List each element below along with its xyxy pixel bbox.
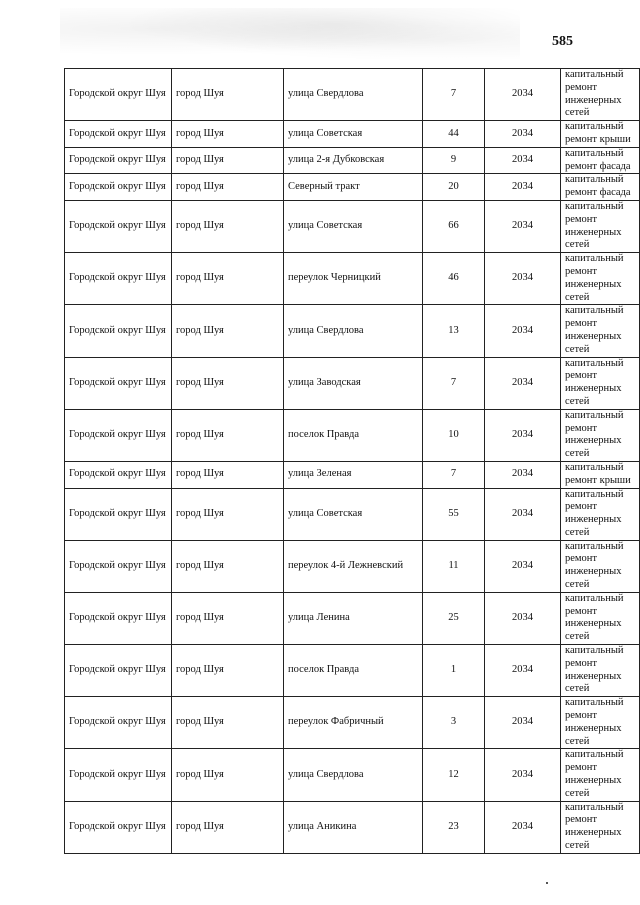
table-body [65,69,640,854]
work-type-cell: капитальный ремонт инженерных сетей [561,645,640,697]
year-cell: 2034 [485,540,561,592]
table-row [65,357,640,409]
house-number-cell: 46 [423,253,485,305]
table-row [65,540,640,592]
house-number-cell: 11 [423,540,485,592]
city-cell: город Шуя [172,488,284,540]
street-cell: улица Аникина [284,801,423,853]
municipality-cell: Городской округ Шуя [65,645,172,697]
table-row [65,645,640,697]
municipality-cell: Городской округ Шуя [65,697,172,749]
city-cell: город Шуя [172,200,284,252]
work-type-cell: капитальный ремонт фасада [561,174,640,201]
house-number-cell: 7 [423,357,485,409]
work-type-cell: капитальный ремонт инженерных сетей [561,540,640,592]
city-cell: город Шуя [172,305,284,357]
year-cell: 2034 [485,801,561,853]
table-row [65,253,640,305]
street-cell: улица Зеленая [284,461,423,488]
city-cell: город Шуя [172,645,284,697]
house-number-cell: 12 [423,749,485,801]
house-number-cell: 55 [423,488,485,540]
street-cell: улица Ленина [284,592,423,644]
house-number-cell: 7 [423,69,485,121]
house-number-cell: 13 [423,305,485,357]
table-row [65,121,640,148]
work-type-cell: капитальный ремонт инженерных сетей [561,69,640,121]
house-number-cell: 23 [423,801,485,853]
street-cell: поселок Правда [284,409,423,461]
house-number-cell: 66 [423,200,485,252]
municipality-cell: Городской округ Шуя [65,305,172,357]
work-type-cell: капитальный ремонт инженерных сетей [561,200,640,252]
municipality-cell: Городской округ Шуя [65,200,172,252]
year-cell: 2034 [485,409,561,461]
municipality-cell: Городской округ Шуя [65,488,172,540]
work-type-cell: капитальный ремонт крыши [561,121,640,148]
city-cell: город Шуя [172,253,284,305]
street-cell: переулок Фабричный [284,697,423,749]
house-number-cell: 3 [423,697,485,749]
work-type-cell: капитальный ремонт инженерных сетей [561,357,640,409]
year-cell: 2034 [485,749,561,801]
municipality-cell: Городской округ Шуя [65,749,172,801]
house-number-cell: 1 [423,645,485,697]
table-row [65,200,640,252]
work-type-cell: капитальный ремонт инженерных сетей [561,592,640,644]
city-cell: город Шуя [172,357,284,409]
house-number-cell: 44 [423,121,485,148]
street-cell: улица 2-я Дубковская [284,147,423,174]
municipality-cell: Городской округ Шуя [65,253,172,305]
table-row [65,147,640,174]
municipality-cell: Городской округ Шуя [65,357,172,409]
city-cell: город Шуя [172,121,284,148]
table-row [65,305,640,357]
street-cell: улица Советская [284,200,423,252]
year-cell: 2034 [485,697,561,749]
work-type-cell: капитальный ремонт инженерных сетей [561,488,640,540]
year-cell: 2034 [485,121,561,148]
house-number-cell: 25 [423,592,485,644]
street-cell: улица Советская [284,488,423,540]
table-row [65,749,640,801]
year-cell: 2034 [485,357,561,409]
municipality-cell: Городской округ Шуя [65,121,172,148]
table-row [65,69,640,121]
street-cell: улица Заводская [284,357,423,409]
municipality-cell: Городской округ Шуя [65,409,172,461]
city-cell: город Шуя [172,540,284,592]
table-row [65,488,640,540]
street-cell: улица Свердлова [284,305,423,357]
house-number-cell: 9 [423,147,485,174]
municipality-cell: Городской округ Шуя [65,174,172,201]
work-type-cell: капитальный ремонт крыши [561,461,640,488]
city-cell: город Шуя [172,592,284,644]
work-type-cell: капитальный ремонт инженерных сетей [561,253,640,305]
scan-dot [546,882,548,884]
municipality-cell: Городской округ Шуя [65,147,172,174]
city-cell: город Шуя [172,461,284,488]
housing-repair-table [64,68,640,854]
house-number-cell: 10 [423,409,485,461]
street-cell: поселок Правда [284,645,423,697]
work-type-cell: капитальный ремонт фасада [561,147,640,174]
city-cell: город Шуя [172,749,284,801]
year-cell: 2034 [485,69,561,121]
table-row [65,174,640,201]
house-number-cell: 20 [423,174,485,201]
street-cell: улица Свердлова [284,69,423,121]
municipality-cell: Городской округ Шуя [65,540,172,592]
year-cell: 2034 [485,645,561,697]
page-number: 585 [552,34,573,49]
city-cell: город Шуя [172,174,284,201]
year-cell: 2034 [485,461,561,488]
table-row [65,592,640,644]
scan-artifact [60,8,520,60]
year-cell: 2034 [485,488,561,540]
street-cell: переулок Черницкий [284,253,423,305]
table-row [65,801,640,853]
year-cell: 2034 [485,253,561,305]
work-type-cell: капитальный ремонт инженерных сетей [561,801,640,853]
year-cell: 2034 [485,305,561,357]
work-type-cell: капитальный ремонт инженерных сетей [561,409,640,461]
table-row [65,409,640,461]
year-cell: 2034 [485,200,561,252]
table-row [65,697,640,749]
house-number-cell: 7 [423,461,485,488]
street-cell: улица Советская [284,121,423,148]
municipality-cell: Городской округ Шуя [65,461,172,488]
city-cell: город Шуя [172,801,284,853]
city-cell: город Шуя [172,69,284,121]
table-row [65,461,640,488]
year-cell: 2034 [485,592,561,644]
street-cell: улица Свердлова [284,749,423,801]
municipality-cell: Городской округ Шуя [65,69,172,121]
work-type-cell: капитальный ремонт инженерных сетей [561,749,640,801]
work-type-cell: капитальный ремонт инженерных сетей [561,697,640,749]
year-cell: 2034 [485,147,561,174]
city-cell: город Шуя [172,697,284,749]
work-type-cell: капитальный ремонт инженерных сетей [561,305,640,357]
municipality-cell: Городской округ Шуя [65,592,172,644]
city-cell: город Шуя [172,147,284,174]
city-cell: город Шуя [172,409,284,461]
street-cell: Северный тракт [284,174,423,201]
municipality-cell: Городской округ Шуя [65,801,172,853]
year-cell: 2034 [485,174,561,201]
street-cell: переулок 4-й Лежневский [284,540,423,592]
